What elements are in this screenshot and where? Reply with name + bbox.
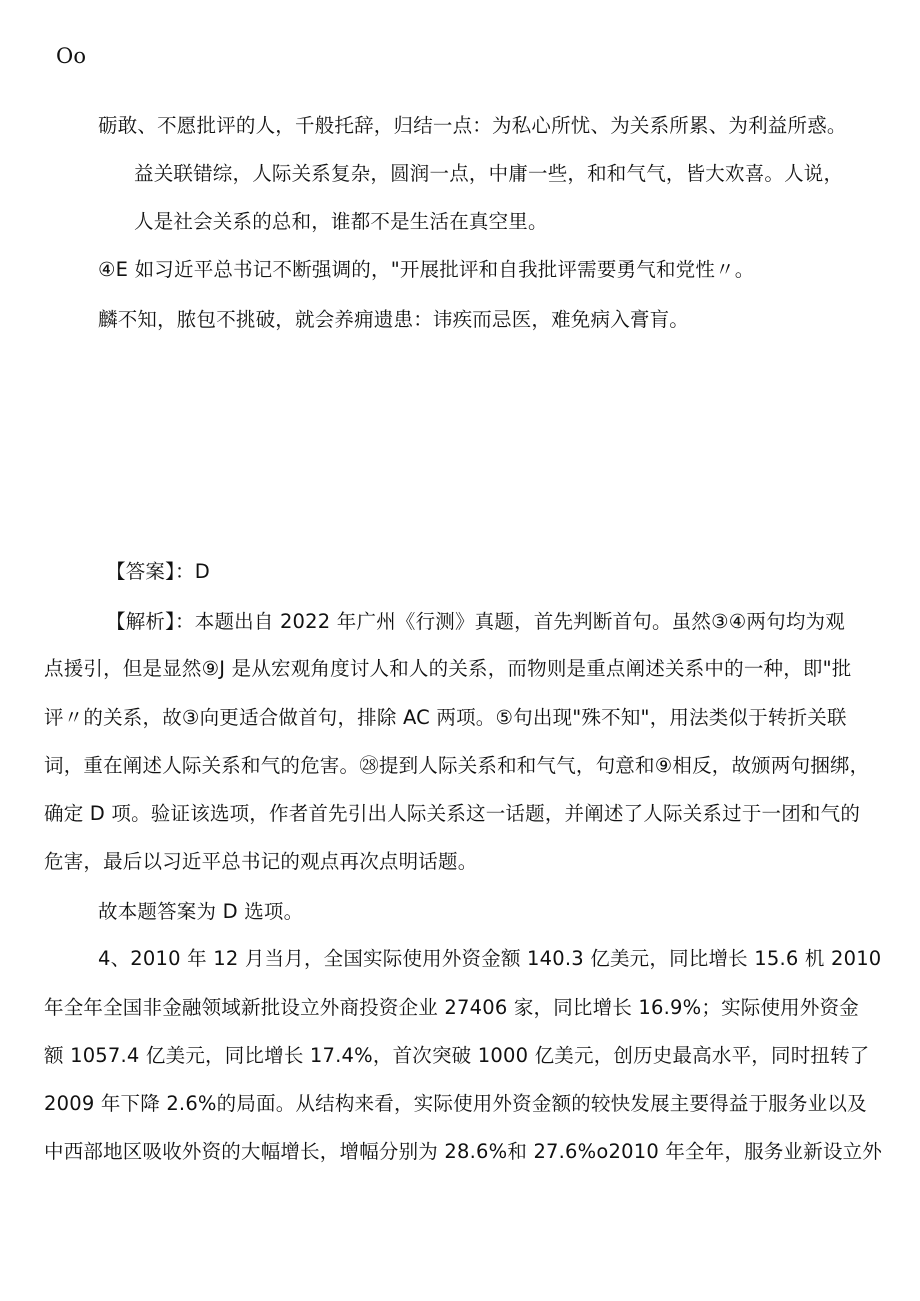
question4-line-2: 额 1057.4 亿美元，同比增长 17.4%，首次突破 1000 亿美元，创历史最高水平，同时扭转了 [44,1044,870,1067]
fragment-line-2: 益关联错综，人际关系复杂，圆润一点，中庸一些，和和气气，皆大欢喜。人说， [134,162,844,185]
analysis-line-5: 危害，最后以习近平总书记的观点再次点明话题。 [44,850,478,873]
question4-line-4: 中西部地区吸收外资的大幅增长，增幅分别为 28.6%和 27.6%o2010 年全年，服务业新设立外 [44,1140,883,1163]
fragment-line-5: 麟不知，脓包不挑破，就会养痈遗患：讳疾而忌医，难免病入膏肓。 [98,308,690,331]
fragment-line-4: ④E 如习近平总书记不断强调的，"开展批评和自我批评需要勇气和党性〃。 [98,258,755,281]
fragment-line-1: 砺敢、不愿批评的人，千般托辞，归结一点：为私心所忧、为关系所累、为利益所惑。 [98,114,847,137]
analysis-line-4: 确定 D 项。验证该选项，作者首先引出人际关系这一话题，并阐述了人际关系过于一团和气的 [44,802,861,825]
analysis-line-3: 词，重在阐述人际关系和气的危害。㉘提到人际关系和和气气，句意和⑨相反，故颁两句捆绑， [44,754,870,777]
answer-line: 【答案】：D [106,560,210,583]
analysis-conclusion: 故本题答案为 D 选项。 [98,900,304,923]
fragment-line-3: 人是社会关系的总和，谁都不是生活在真空里。 [134,210,548,233]
analysis-line-2: 评〃的关系，故③向更适合做首句，排除 AC 两项。⑤句出现"殊不知"，用法类似于转折关联 [44,706,847,729]
question4-line-0: 4、2010 年 12 月当月，全国实际使用外资金额 140.3 亿美元，同比增长 15.6 机 2010 [98,947,882,970]
analysis-line-1: 点援引，但是显然⑨J 是从宏观角度讨人和人的关系，而物则是重点阐述关系中的一种，即"批 [44,657,852,680]
analysis-line-0: 【解析】：本题出自 2022 年广州《行测》真题，首先判断首句。虽然③④两句均为观 [106,610,845,633]
question4-line-3: 2009 年下降 2.6%的局面。从结构来看，实际使用外资金额的较快发展主要得益于服务业以及 [44,1092,867,1115]
fragment-line-0: Oo [56,44,87,68]
question4-line-1: 年全年全国非金融领域新批设立外商投资企业 27406 家，同比增长 16.9%；实际使用外资金 [44,996,859,1019]
